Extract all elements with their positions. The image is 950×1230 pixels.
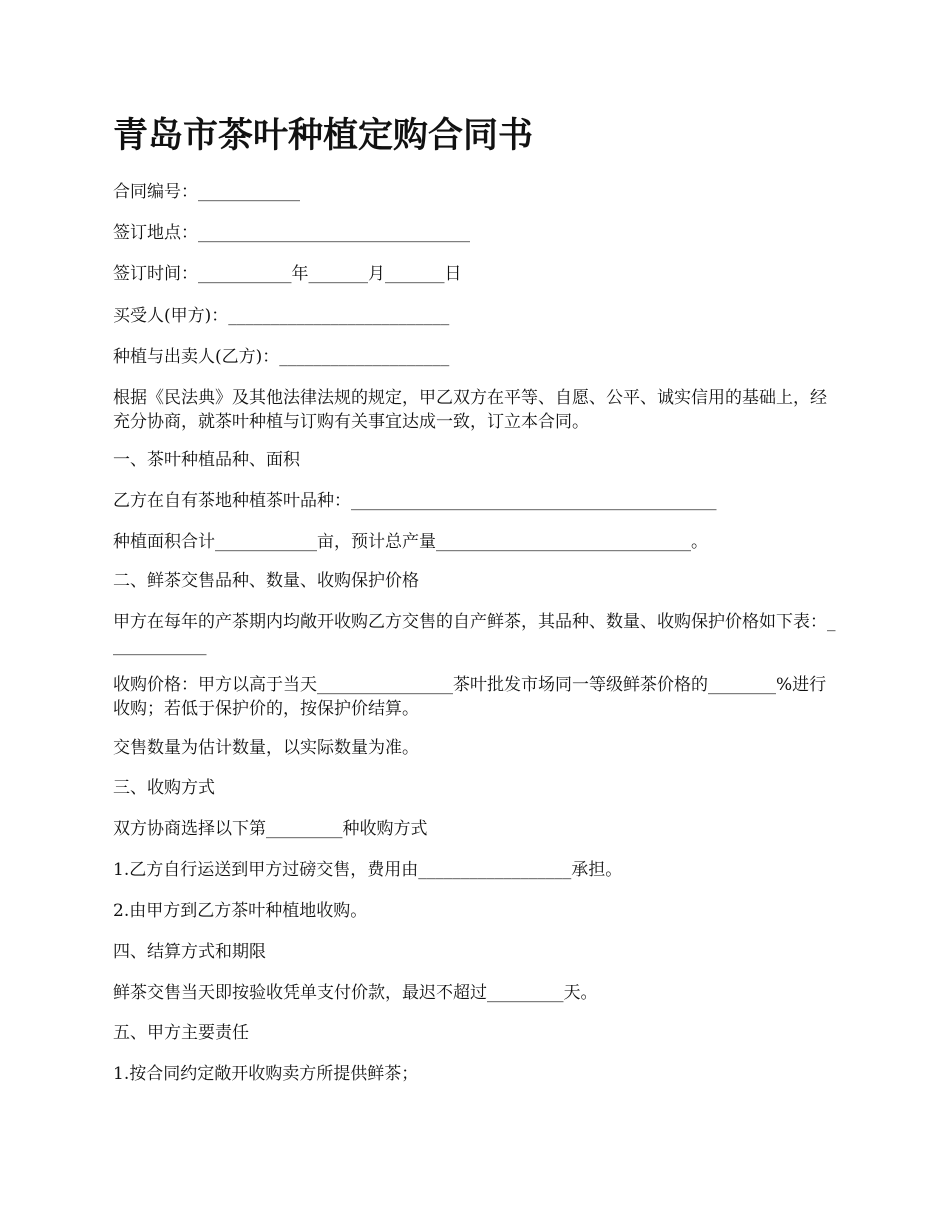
purchase-terms-paragraph: 甲方在每年的产茶期内均敞开收购乙方交售的自产鲜茶，其品种、数量、收购保护价格如下表：____________ xyxy=(113,612,836,656)
section-heading-3: 三、收购方式 xyxy=(113,778,215,798)
buyer-line: 买受人(甲方)：__________________________ xyxy=(113,306,450,326)
signing-place-line: 签订地点：________________________________ xyxy=(113,223,470,243)
section-heading-5: 五、甲方主要责任 xyxy=(113,1023,249,1043)
signing-date-line: 签订时间：___________年_______月_______日 xyxy=(113,264,462,284)
quantity-note-line: 交售数量为估计数量，以实际数量为准。 xyxy=(113,738,419,758)
purchase-price-paragraph: 收购价格：甲方以高于当天________________茶叶批发市场同一等级鲜茶价格的________%进行收购；若低于保护价的，按保护价结算。 xyxy=(113,675,827,719)
tea-variety-line: 乙方在自有茶地种植茶叶品种：___________________________________________ xyxy=(113,491,717,511)
settlement-line: 鲜茶交售当天即按验收凭单支付价款，最迟不超过_________天。 xyxy=(113,983,598,1003)
buyer-duty-1: 1.按合同约定敞开收购卖方所提供鲜茶； xyxy=(113,1064,419,1084)
purchase-method-choice-line: 双方协商选择以下第_________种收购方式 xyxy=(113,819,428,839)
section-heading-4: 四、结算方式和期限 xyxy=(113,942,266,962)
method-option-1: 1.乙方自行运送到甲方过磅交售，费用由__________________承担。 xyxy=(113,860,623,880)
contract-number-line: 合同编号：____________ xyxy=(113,182,300,202)
preamble-paragraph: 根据《民法典》及其他法律法规的规定，甲乙双方在平等、自愿、公平、诚实信用的基础上，经充分协商，就茶叶种植与订购有关事宜达成一致，订立本合同。 xyxy=(113,388,827,432)
method-option-2: 2.由甲方到乙方茶叶种植地收购。 xyxy=(113,901,368,921)
seller-line: 种植与出卖人(乙方)：____________________ xyxy=(113,347,450,367)
planting-area-line: 种植面积合计____________亩，预计总产量______________________________。 xyxy=(113,532,708,552)
document-title: 青岛市茶叶种植定购合同书 xyxy=(113,116,534,156)
section-heading-1: 一、茶叶种植品种、面积 xyxy=(113,450,300,470)
section-heading-2: 二、鲜茶交售品种、数量、收购保护价格 xyxy=(113,571,419,591)
